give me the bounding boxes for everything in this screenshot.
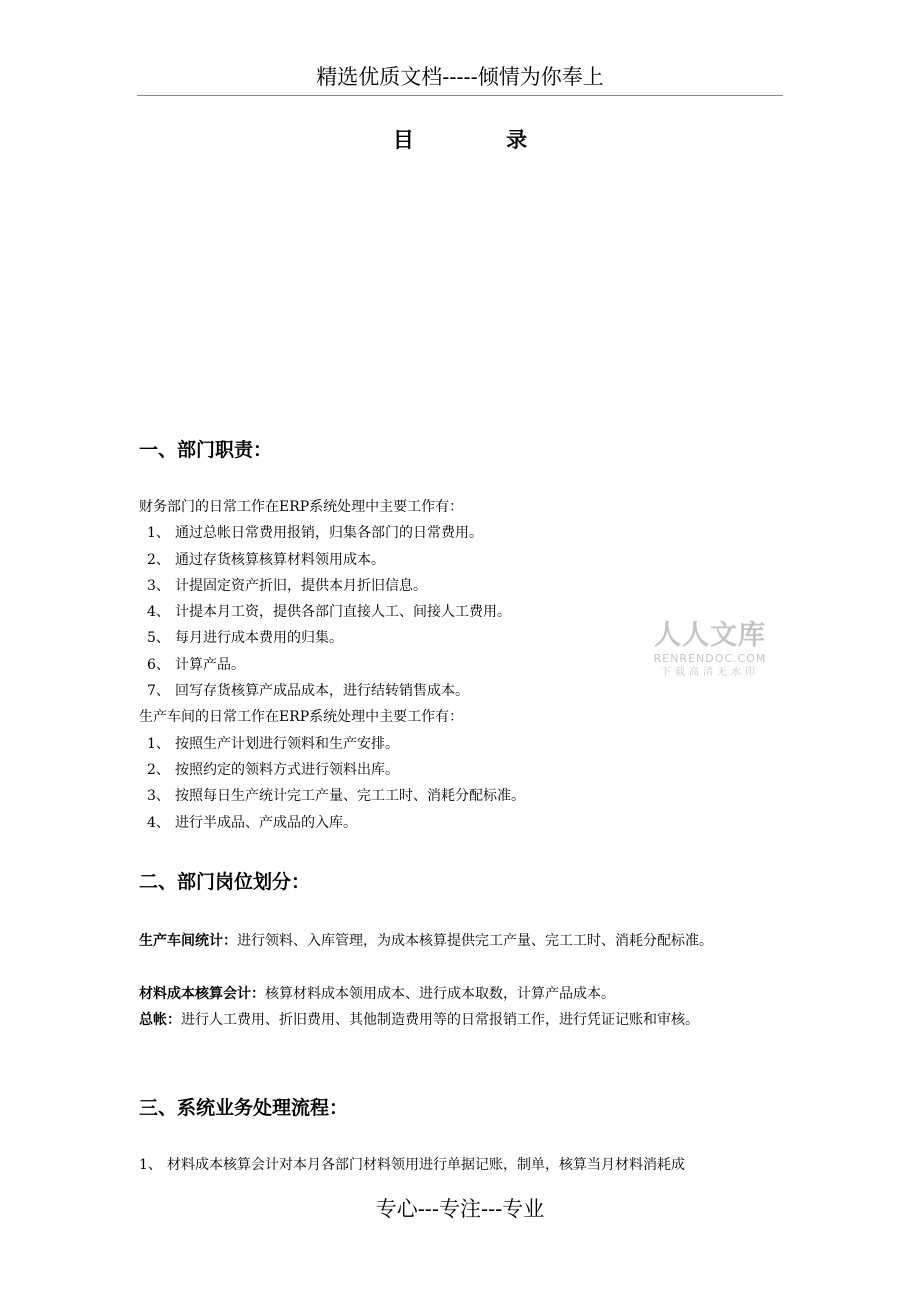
- watermark-title: 人人文库: [654, 620, 766, 651]
- list-item: 3、 计提固定资产折旧，提供本月折旧信息。: [147, 577, 427, 594]
- watermark-url: RENRENDOC.COM: [653, 652, 767, 665]
- page-footer: 专心---专注---专业: [375, 1197, 545, 1221]
- watermark-logo: [646, 620, 774, 680]
- list-item: 3、 按照每日生产统计完工产量、完工工时、消耗分配标准。: [147, 788, 525, 805]
- role-general-ledger: 总帐：进行人工费用、折旧费用、其他制造费用等的日常报销工作，进行凭证记账和审核。: [139, 1012, 699, 1028]
- list-item: 4、 计提本月工资，提供各部门直接人工、间接人工费用。: [147, 604, 511, 621]
- finance-intro: 财务部门的日常工作在ERP系统处理中主要工作有：: [139, 499, 464, 515]
- list-item: 1、 按照生产计划进行领料和生产安排。: [147, 735, 399, 752]
- section-heading-process: 三、系统业务处理流程：: [139, 1097, 349, 1119]
- list-item: 4、 进行半成品、产成品的入库。: [147, 814, 357, 831]
- list-item: 7、 回写存货核算产成品成本，进行结转销售成本。: [147, 683, 469, 700]
- watermark-subtitle: 下载高清无水印: [661, 667, 759, 678]
- role-material-cost-accountant: 材料成本核算会计：核算材料成本领用成本、进行成本取数，计算产品成本。: [139, 986, 615, 1002]
- role-workshop-statistics: 生产车间统计：进行领料、入库管理，为成本核算提供完工产量、完工工时、消耗分配标准。: [139, 933, 713, 949]
- list-item: 2、 按照约定的领料方式进行领料出库。: [147, 761, 399, 778]
- list-item: 2、 通过存货核算核算材料领用成本。: [147, 551, 385, 568]
- header-rule: [137, 95, 783, 96]
- toc-title: 目 录: [392, 128, 528, 152]
- list-item: 5、 每月进行成本费用的归集。: [147, 630, 343, 647]
- list-item: 1、 通过总帐日常费用报销，归集各部门的日常费用。: [147, 525, 483, 542]
- page-header: 精选优质文档-----倾情为你奉上: [316, 65, 604, 89]
- process-item-1: 1、 材料成本核算会计对本月各部门材料领用进行单据记账，制单，核算当月材料消耗成: [139, 1157, 685, 1173]
- section-heading-duties: 一、部门职责：: [139, 439, 273, 461]
- duties-body: [139, 494, 525, 836]
- list-item: 6、 计算产品。: [147, 656, 245, 673]
- workshop-intro: 生产车间的日常工作在ERP系统处理中主要工作有：: [139, 709, 464, 726]
- section-heading-roles: 二、部门岗位划分：: [139, 871, 311, 893]
